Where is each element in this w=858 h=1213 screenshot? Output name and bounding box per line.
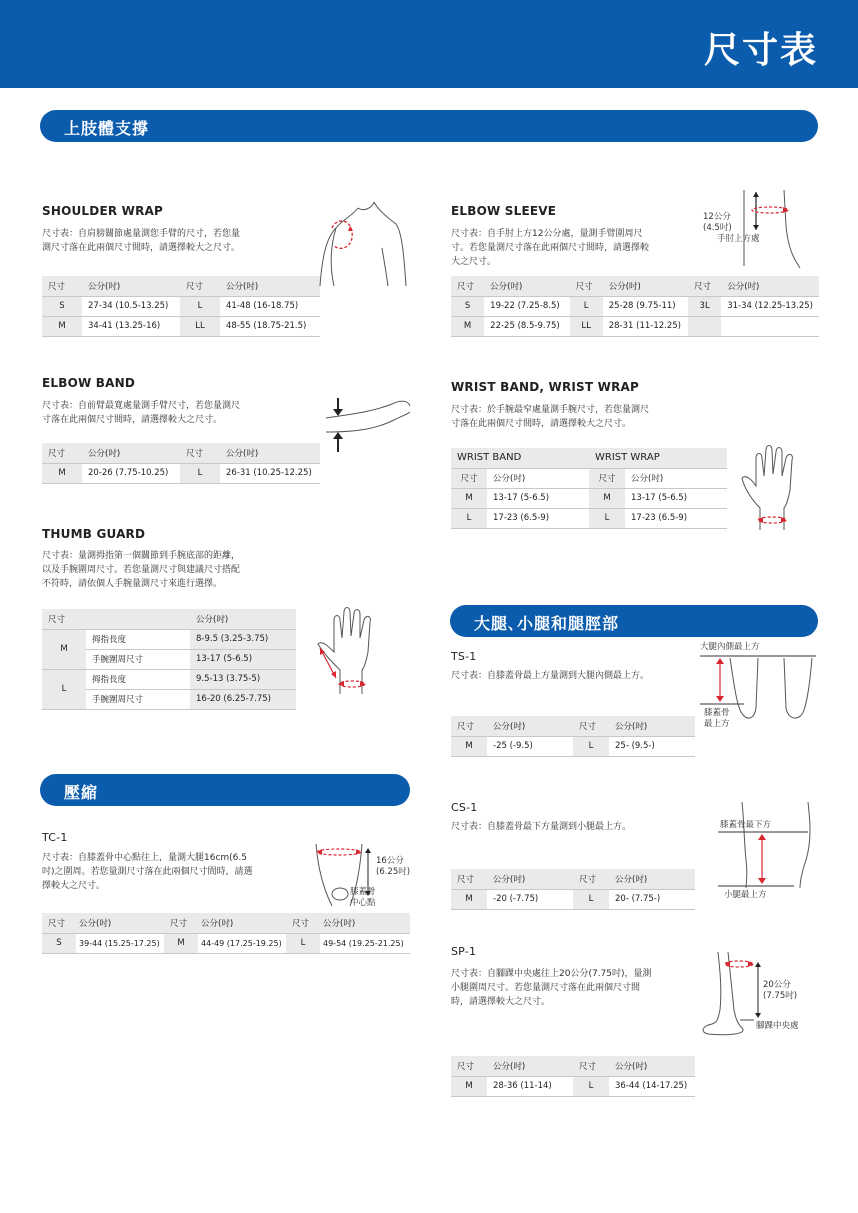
table-header-row: 尺寸 公分(吋) 尺寸 公分(吋)	[42, 276, 320, 296]
table-header-row: 尺寸 公分(吋) 尺寸 公分(吋) 尺寸 公分(吋)	[451, 276, 819, 296]
tc1-table	[42, 913, 410, 954]
table-row: L 17-23 (6.5-9) L 17-23 (6.5-9)	[451, 508, 727, 528]
lower-leg-illustration	[698, 950, 764, 1040]
elbow-band-table	[42, 443, 320, 484]
cs1-fig-bottom-label: 小腿最上方	[724, 890, 767, 900]
table-row: M -20 (-7.75) L 20- (7.75-)	[451, 889, 695, 909]
table-header-row: 尺寸 公分(吋) 尺寸 公分(吋)	[451, 716, 695, 736]
thumb-guard-title: THUMB GUARD	[42, 527, 146, 541]
table-header-row: 尺寸 公分(吋) 尺寸 公分(吋)	[451, 1056, 695, 1076]
section-leg-label: 大腿､小腿和腿脛部	[474, 614, 620, 633]
cs1-table	[451, 869, 695, 910]
ts1-desc: 尺寸表：自膝蓋骨最上方量測到大腿內側最上方。	[451, 671, 650, 681]
thumb-hand-illustration	[312, 604, 388, 698]
elbow-band-title: ELBOW BAND	[42, 376, 136, 390]
table-row: S 27-34 (10.5-13.25) L 41-48 (16-18.75)	[42, 296, 320, 316]
thumb-guard-table	[42, 609, 296, 710]
elbow-sleeve-table	[451, 276, 819, 337]
sp1-title: SP-1	[451, 945, 477, 958]
ts1-fig-bottom-label: 膝蓋骨 最上方	[704, 708, 730, 729]
tc1-fig-knee-label: 膝蓋骨 中心點	[350, 887, 376, 908]
table-row: M 拇指長度 8-9.5 (3.25-3.75)	[42, 629, 296, 649]
ts1-fig-top-label: 大腿內側最上方	[700, 642, 760, 652]
thumb-guard-desc: 尺寸表：量測拇指第一個關節到手腕底部的距離， 以及手腕圍周尺寸。若您量測尺寸與建議尺寸搭配 不符時，請依個人手腕量測尺寸來進行選擇。	[42, 551, 241, 589]
shoulder-wrap-desc: 尺寸表：自肩膀關節處量測您手臂的尺寸，若您量 測尺寸落在此兩個尺寸間時，請選擇較大之尺寸。	[42, 229, 241, 253]
cs1-title: CS-1	[451, 801, 478, 814]
sp1-desc: 尺寸表：自腳踝中央處往上20公分(7.75吋)，量測 小腿圍周尺寸。若您量測尺寸落在此兩個尺寸間 時，請選擇較大之尺寸。	[451, 969, 652, 1007]
thigh-illustration	[700, 654, 820, 726]
section-upper-limb-label: 上肢體支撐	[64, 119, 150, 138]
forearm-illustration	[322, 392, 412, 456]
elbow-sleeve-fig-label: 12公分 (4.5吋) 手肘上方處	[703, 212, 760, 244]
sp1-table	[451, 1056, 695, 1097]
elbow-band-desc: 尺寸表：自前臂最寬處量測手臂尺寸，若您量測尺 寸落在此兩個尺寸間時，請選擇較大之尺寸。	[42, 401, 241, 425]
table-row: S 19-22 (7.25-8.5) L 25-28 (9.75-11) 3L 31-34 (12.25-13.25)	[451, 296, 819, 316]
section-compression	[40, 774, 410, 806]
wrist-desc: 尺寸表：於手腕最窄處量測手腕尺寸，若您量測尺 寸落在此兩個尺寸間時，請選擇較大之尺寸。	[451, 405, 650, 429]
table-row: M -25 (-9.5) L 25- (9.5-)	[451, 736, 695, 756]
table-header-row: 尺寸 公分(吋) 尺寸 公分(吋)	[451, 869, 695, 889]
table-row: M 22-25 (8.5-9.75) LL 28-31 (11-12.25)	[451, 316, 819, 336]
sp1-fig-measure-label: 20公分 (7.75吋)	[763, 980, 798, 1001]
section-upper-limb	[40, 110, 818, 142]
table-row: M 28-36 (11-14) L 36-44 (14-17.25)	[451, 1076, 695, 1096]
ts1-table	[451, 716, 695, 757]
shoulder-illustration	[312, 198, 412, 290]
table-header-row: WRIST BAND WRIST WRAP	[451, 448, 727, 468]
tc1-fig-measure-label: 16公分 (6.25吋)	[376, 856, 411, 877]
table-row: L 拇指長度 9.5-13 (3.75-5)	[42, 669, 296, 689]
shoulder-wrap-title: SHOULDER WRAP	[42, 204, 164, 218]
elbow-sleeve-title: ELBOW SLEEVE	[451, 204, 557, 218]
wrist-table	[451, 448, 727, 529]
calf-knee-illustration	[716, 800, 816, 890]
table-header-row: 尺寸 公分(吋)	[42, 609, 296, 629]
table-row: S 39-44 (15.25-17.25) M 44-49 (17.25-19.25) L 49-54 (19.25-21.25)	[42, 933, 410, 953]
elbow-illustration	[740, 186, 810, 270]
ts1-title: TS-1	[451, 650, 477, 663]
elbow-sleeve-desc: 尺寸表：自手肘上方12公分處，量測手臂圍周尺 寸。若您量測尺寸落在此兩個尺寸間時，請選擇較 大之尺寸。	[451, 229, 650, 267]
shoulder-wrap-table	[42, 276, 320, 337]
cs1-desc: 尺寸表：自膝蓋骨最下方量測到小腿最上方。	[451, 822, 632, 832]
section-leg	[450, 605, 818, 637]
table-row: M 34-41 (13.25-16) LL 48-55 (18.75-21.5)	[42, 316, 320, 336]
table-row: 手腕圍周尺寸 13-17 (5-6.5)	[42, 649, 296, 669]
tc1-title: TC-1	[42, 831, 68, 844]
page-title: 尺寸表	[703, 30, 818, 71]
table-row: M 20-26 (7.75-10.25) L 26-31 (10.25-12.25)	[42, 463, 320, 483]
section-compression-label: 壓縮	[64, 783, 99, 802]
wrist-hand-illustration	[738, 444, 814, 534]
table-header-row: 尺寸 公分(吋) 尺寸 公分(吋) 尺寸 公分(吋)	[42, 913, 410, 933]
cs1-fig-top-label: 膝蓋骨最下方	[720, 820, 772, 830]
sp1-fig-ankle-label: 腳踝中央處	[756, 1021, 799, 1031]
wrist-title: WRIST BAND, WRIST WRAP	[451, 380, 640, 394]
table-subheader-row: 尺寸 公分(吋) 尺寸 公分(吋)	[451, 468, 727, 488]
table-row: 手腕圍周尺寸 16-20 (6.25-7.75)	[42, 689, 296, 709]
table-header-row: 尺寸 公分(吋) 尺寸 公分(吋)	[42, 443, 320, 463]
tc1-desc: 尺寸表：自膝蓋骨中心點往上，量測大腿16cm(6.5 吋)之圍周。若您量測尺寸落在此兩個尺寸間時，請選 擇較大之尺寸。	[42, 853, 253, 891]
table-row: M 13-17 (5-6.5) M 13-17 (5-6.5)	[451, 488, 727, 508]
